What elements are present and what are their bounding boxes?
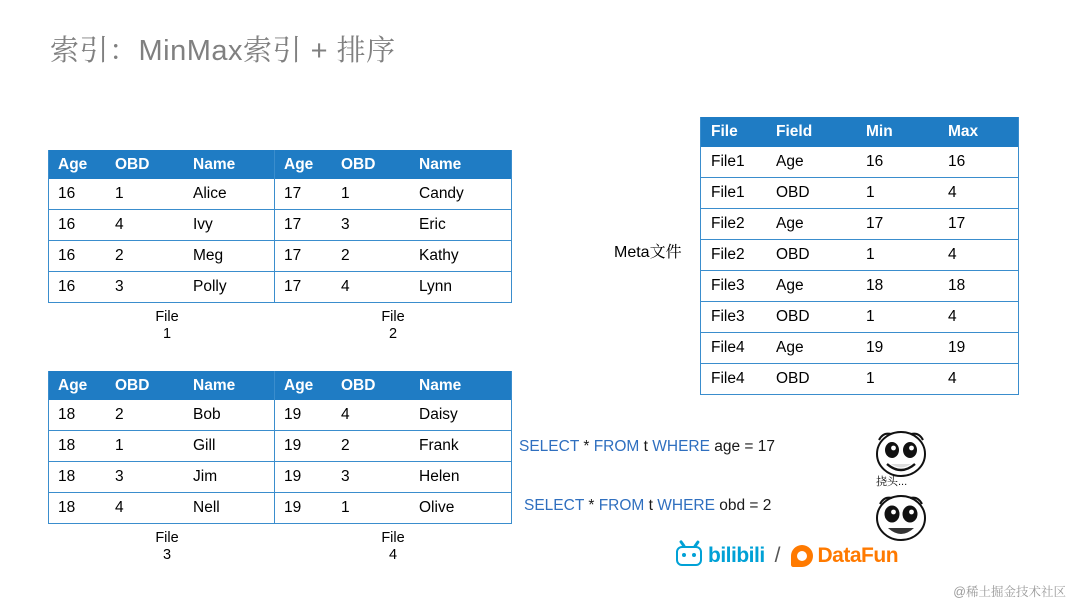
cell-name: Olive — [403, 493, 512, 524]
sql-text: t — [639, 438, 653, 455]
cell-age: 16 — [49, 179, 107, 210]
cell-max: 19 — [938, 333, 1019, 364]
table-row — [701, 364, 1019, 395]
cell-name: Candy — [403, 179, 512, 210]
sql-text: * — [584, 497, 599, 514]
file-caption-line2: 1 — [162, 326, 172, 342]
cell-field: OBD — [766, 302, 856, 333]
cell-obd: 3 — [332, 462, 403, 493]
cell-field: OBD — [766, 178, 856, 209]
cell-name: Frank — [403, 431, 512, 462]
file-caption — [274, 309, 512, 343]
file-caption-line1: File — [381, 309, 405, 325]
cell-age: 18 — [49, 431, 107, 462]
file-caption — [48, 530, 286, 564]
table-header-row — [701, 117, 1019, 147]
bilibili-eye-left-icon — [682, 553, 686, 557]
cell-age: 18 — [49, 493, 107, 524]
sql-text: * — [579, 438, 594, 455]
cell-max: 4 — [938, 240, 1019, 271]
cell-min: 1 — [856, 240, 938, 271]
cell-obd: 3 — [106, 272, 177, 303]
cell-min: 1 — [856, 302, 938, 333]
data-table — [48, 150, 286, 303]
meta-table — [700, 117, 1019, 395]
cell-max: 4 — [938, 178, 1019, 209]
table-row — [275, 241, 512, 272]
sql-text: t — [644, 497, 658, 514]
bilibili-wordmark: bilibili — [708, 544, 765, 567]
file-table-3 — [48, 371, 286, 564]
table-row — [49, 431, 286, 462]
cell-obd: 3 — [106, 462, 177, 493]
file-caption-line1: File — [155, 530, 179, 546]
column-header-max: Max — [938, 117, 1019, 147]
cell-min: 19 — [856, 333, 938, 364]
cell-max: 16 — [938, 147, 1019, 178]
cell-name: Ivy — [177, 210, 286, 241]
data-table — [48, 371, 286, 524]
file-caption-line1: File — [381, 530, 405, 546]
cell-field: Age — [766, 147, 856, 178]
sql-text: obd = 2 — [714, 497, 772, 514]
file-caption-line2: 4 — [388, 547, 398, 563]
sql-text: age = 17 — [709, 438, 776, 455]
bilibili-logo — [676, 544, 765, 568]
table-row — [49, 241, 286, 272]
cell-obd: 1 — [332, 179, 403, 210]
cell-name: Polly — [177, 272, 286, 303]
cell-max: 17 — [938, 209, 1019, 240]
column-header-min: Min — [856, 117, 938, 147]
cell-name: Bob — [177, 400, 286, 431]
datafun-logo — [791, 544, 899, 568]
cell-age: 17 — [275, 210, 333, 241]
cell-obd: 1 — [106, 179, 177, 210]
cell-field: OBD — [766, 364, 856, 395]
cell-obd: 2 — [106, 400, 177, 431]
file-table-4 — [274, 371, 512, 564]
cell-obd: 2 — [106, 241, 177, 272]
table-row — [275, 462, 512, 493]
column-header-age: Age — [275, 150, 333, 179]
file-caption — [274, 530, 512, 564]
sql-keyword: FROM — [598, 497, 645, 514]
table-header-row — [275, 150, 512, 179]
watermark-text: @稀土掘金技术社区 — [953, 585, 1066, 599]
column-header-name: Name — [403, 371, 512, 400]
cell-name: Eric — [403, 210, 512, 241]
table-row — [701, 333, 1019, 364]
file-caption — [48, 309, 286, 343]
column-header-obd: OBD — [106, 150, 177, 179]
column-header-age: Age — [275, 371, 333, 400]
table-row — [275, 179, 512, 210]
datafun-wordmark: DataFun — [817, 544, 899, 567]
cell-min: 18 — [856, 271, 938, 302]
table-row — [49, 493, 286, 524]
cell-age: 17 — [275, 241, 333, 272]
column-header-obd: OBD — [332, 371, 403, 400]
cell-max: 18 — [938, 271, 1019, 302]
bilibili-tv-icon — [676, 546, 702, 566]
cell-age: 17 — [275, 272, 333, 303]
bilibili-eye-right-icon — [692, 553, 696, 557]
cell-age: 19 — [275, 493, 333, 524]
table-row — [49, 272, 286, 303]
cell-name: Lynn — [403, 272, 512, 303]
table-row — [275, 431, 512, 462]
column-header-name: Name — [177, 150, 286, 179]
cell-field: Age — [766, 209, 856, 240]
column-header-age: Age — [49, 371, 107, 400]
file-caption-line2: 2 — [388, 326, 398, 342]
table-row — [701, 178, 1019, 209]
sql-keyword: WHERE — [657, 497, 715, 514]
table-row — [49, 179, 286, 210]
table-row — [275, 400, 512, 431]
table-row — [275, 210, 512, 241]
cell-field: Age — [766, 271, 856, 302]
cell-min: 16 — [856, 147, 938, 178]
file-caption-line2: 3 — [162, 547, 172, 563]
cell-obd: 3 — [332, 210, 403, 241]
file-caption-line1: File — [155, 309, 179, 325]
cell-file: File4 — [701, 364, 767, 395]
cell-age: 16 — [49, 272, 107, 303]
cell-name: Kathy — [403, 241, 512, 272]
column-header-age: Age — [49, 150, 107, 179]
cell-file: File4 — [701, 333, 767, 364]
cell-obd: 4 — [332, 272, 403, 303]
cell-obd: 1 — [332, 493, 403, 524]
cell-file: File1 — [701, 147, 767, 178]
meme-face-icon-2 — [873, 490, 929, 546]
cell-min: 1 — [856, 364, 938, 395]
table-row — [275, 493, 512, 524]
cell-name: Nell — [177, 493, 286, 524]
sql-keyword: WHERE — [652, 438, 710, 455]
data-table — [274, 371, 512, 524]
meta-file-label: Meta文件 — [614, 244, 682, 261]
cell-age: 16 — [49, 210, 107, 241]
table-row — [701, 240, 1019, 271]
cell-obd: 2 — [332, 241, 403, 272]
cell-obd: 4 — [332, 400, 403, 431]
cell-field: OBD — [766, 240, 856, 271]
cell-age: 19 — [275, 400, 333, 431]
footer-logos — [676, 544, 898, 568]
column-header-obd: OBD — [332, 150, 403, 179]
cell-min: 1 — [856, 178, 938, 209]
datafun-mark-icon — [791, 545, 813, 567]
cell-file: File2 — [701, 209, 767, 240]
sql-statement-1 — [519, 438, 775, 456]
page-title: 索引：MinMax索引 + 排序 — [50, 35, 396, 67]
cell-file: File3 — [701, 302, 767, 333]
table-row — [701, 302, 1019, 333]
table-row — [49, 210, 286, 241]
table-row — [701, 271, 1019, 302]
cell-name: Alice — [177, 179, 286, 210]
column-header-name: Name — [177, 371, 286, 400]
cell-age: 19 — [275, 431, 333, 462]
cell-file: File1 — [701, 178, 767, 209]
file-table-1 — [48, 150, 286, 343]
cell-max: 4 — [938, 364, 1019, 395]
table-row — [701, 209, 1019, 240]
cell-name: Jim — [177, 462, 286, 493]
cell-name: Daisy — [403, 400, 512, 431]
table-row — [701, 147, 1019, 178]
cell-age: 18 — [49, 462, 107, 493]
cell-obd: 4 — [106, 210, 177, 241]
cell-obd: 4 — [106, 493, 177, 524]
cell-file: File3 — [701, 271, 767, 302]
data-table — [274, 150, 512, 303]
file-table-2 — [274, 150, 512, 343]
column-header-field: Field — [766, 117, 856, 147]
cell-file: File2 — [701, 240, 767, 271]
sql-statement-2 — [524, 497, 771, 515]
logo-separator: / — [774, 544, 781, 567]
column-header-file: File — [701, 117, 767, 147]
table-row — [275, 272, 512, 303]
cell-age: 16 — [49, 241, 107, 272]
cell-obd: 1 — [106, 431, 177, 462]
cell-age: 17 — [275, 179, 333, 210]
cell-max: 4 — [938, 302, 1019, 333]
sql-keyword: FROM — [593, 438, 640, 455]
cell-age: 19 — [275, 462, 333, 493]
sql-keyword: SELECT — [524, 497, 585, 514]
table-header-row — [275, 371, 512, 400]
cell-name: Helen — [403, 462, 512, 493]
column-header-obd: OBD — [106, 371, 177, 400]
table-row — [49, 462, 286, 493]
table-row — [49, 400, 286, 431]
cell-name: Gill — [177, 431, 286, 462]
cell-min: 17 — [856, 209, 938, 240]
cell-age: 18 — [49, 400, 107, 431]
table-header-row — [49, 371, 286, 400]
meta-table-block — [700, 117, 1019, 395]
column-header-name: Name — [403, 150, 512, 179]
table-header-row — [49, 150, 286, 179]
cell-name: Meg — [177, 241, 286, 272]
cell-field: Age — [766, 333, 856, 364]
meme-caption-1: 挠头... — [876, 476, 908, 488]
cell-obd: 2 — [332, 431, 403, 462]
sql-keyword: SELECT — [519, 438, 580, 455]
